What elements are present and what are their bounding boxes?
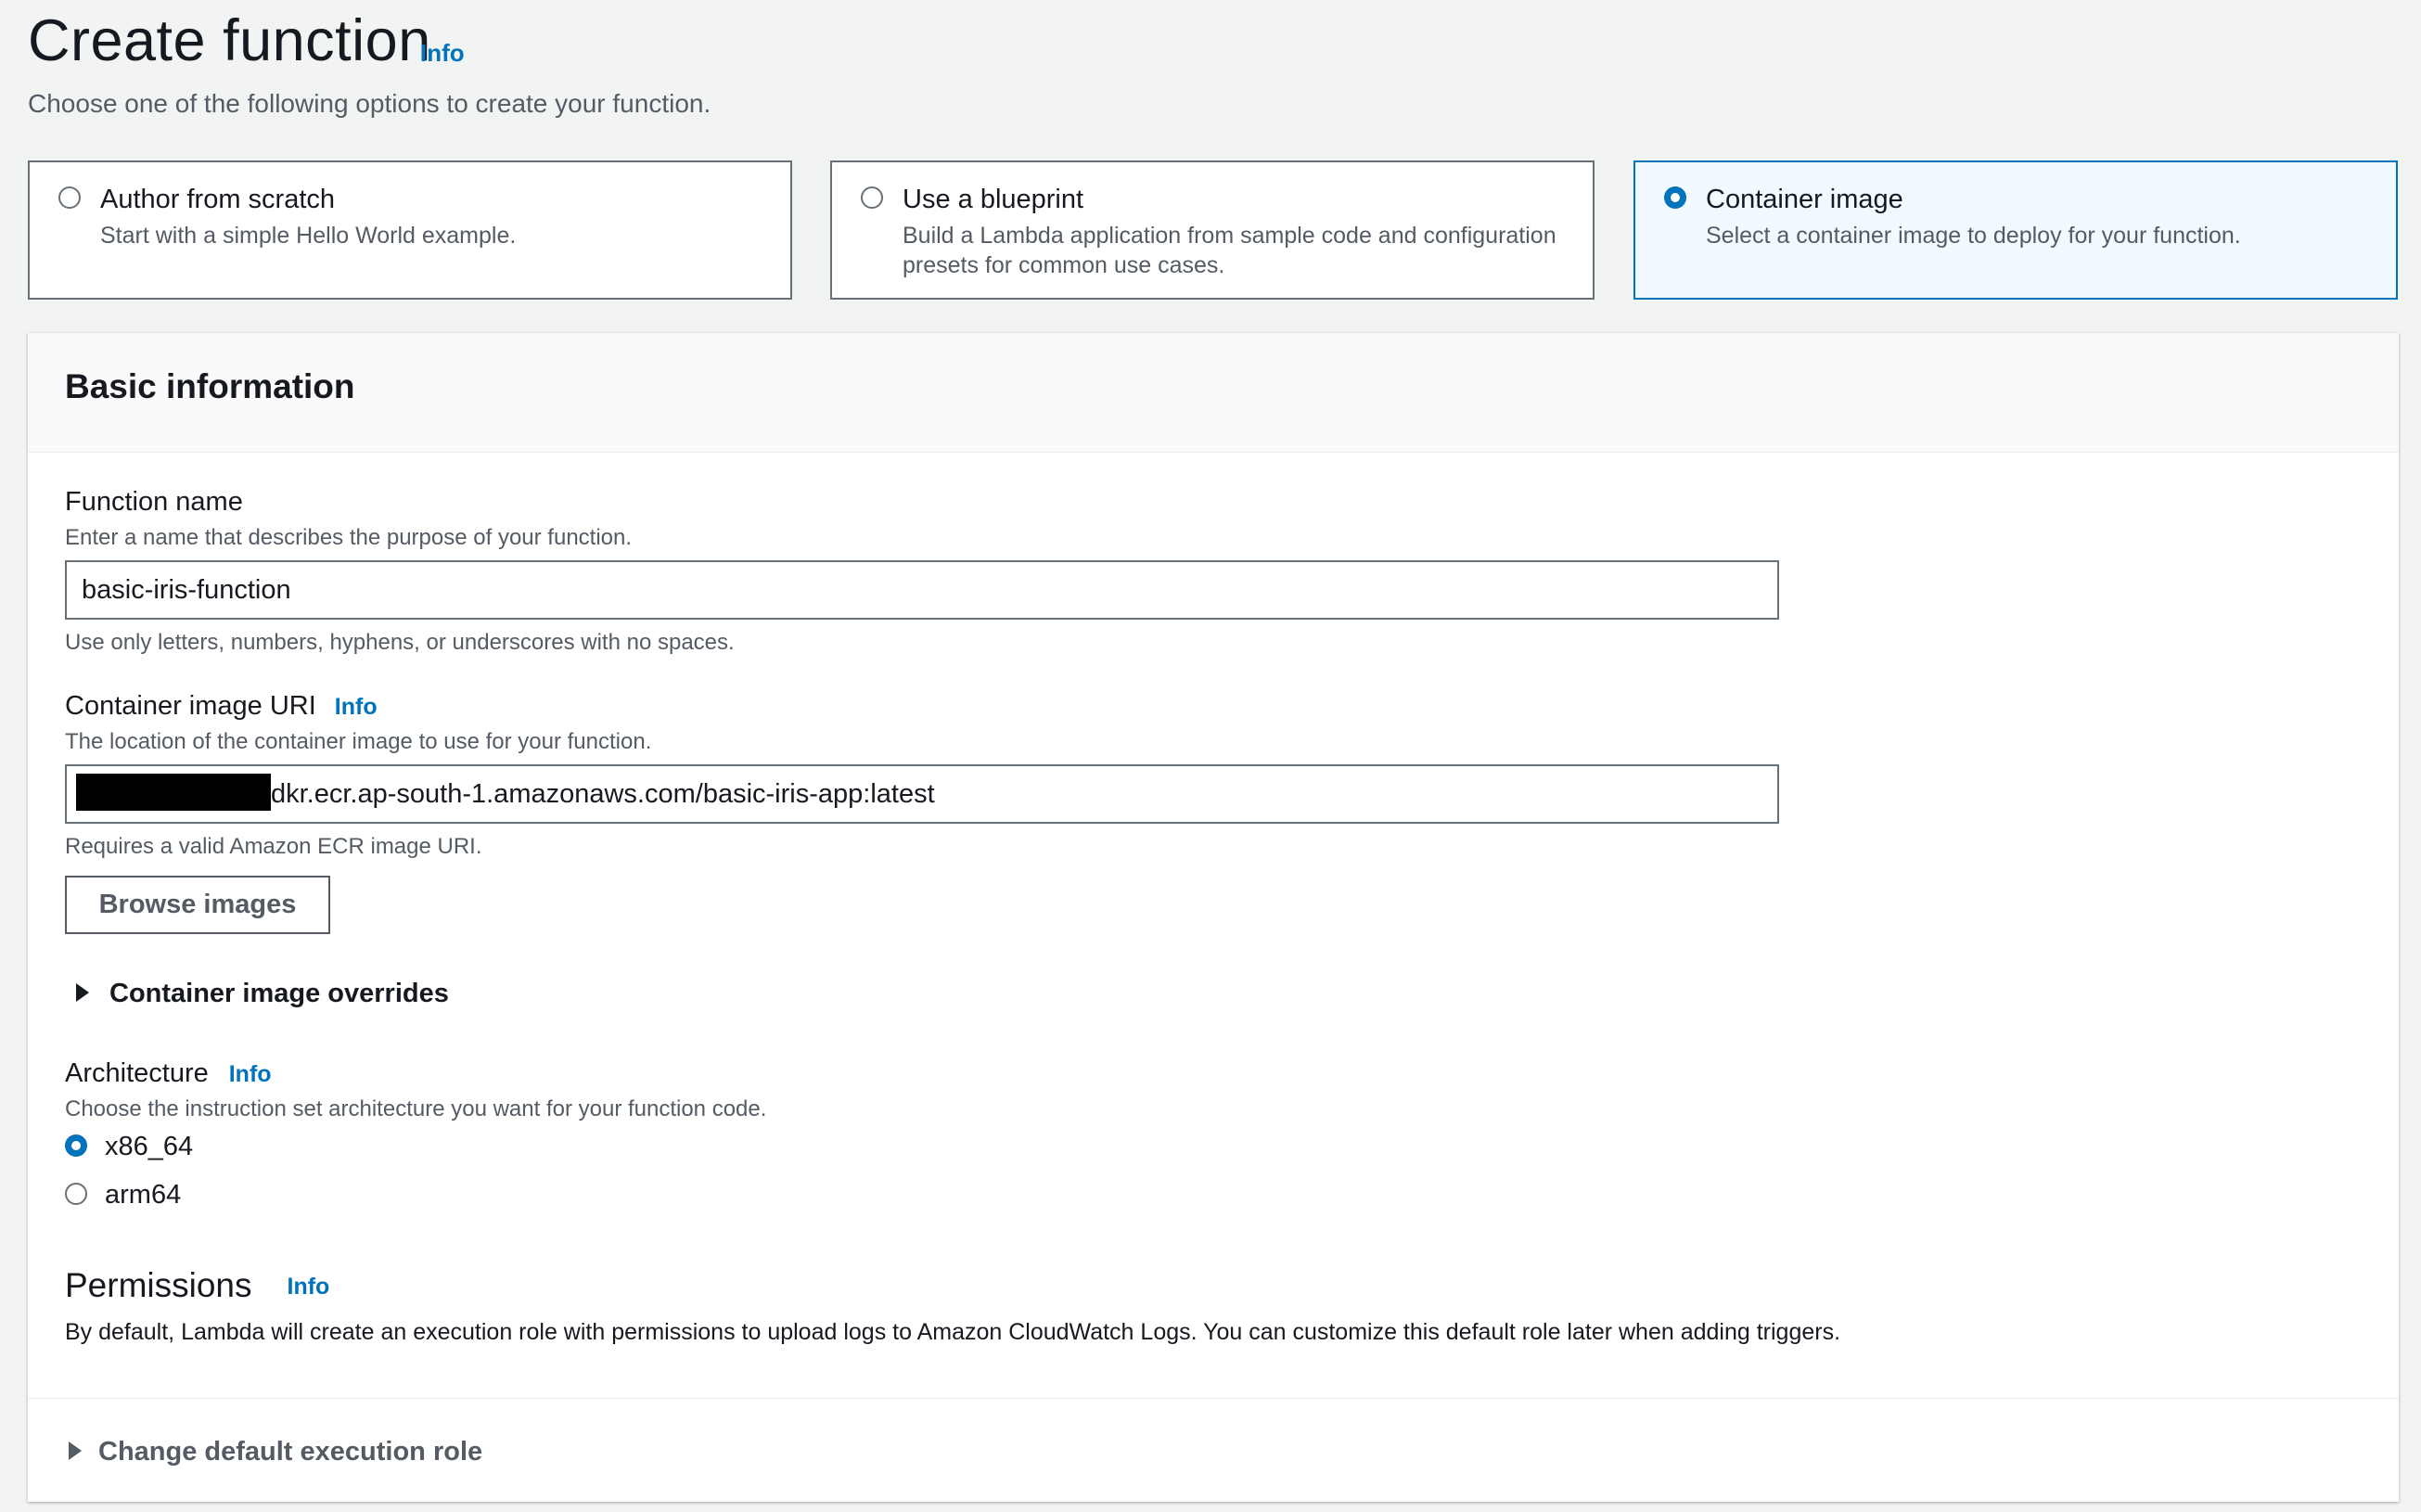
caret-right-icon xyxy=(76,983,89,1002)
panel-title: Basic information xyxy=(65,367,355,405)
permissions-info-link[interactable]: Info xyxy=(287,1274,330,1300)
basic-information-panel xyxy=(28,333,2399,1502)
header-info-link[interactable]: Info xyxy=(420,39,465,67)
redacted-account-id xyxy=(76,774,271,811)
expander-label: Change default execution role xyxy=(98,1437,483,1467)
option-description: Start with a simple Hello World example. xyxy=(100,223,517,249)
permissions-title-row xyxy=(65,1266,329,1305)
radio-x86-64[interactable] xyxy=(65,1134,87,1157)
function-name-value: basic-iris-function xyxy=(82,575,291,605)
panel-header xyxy=(28,333,2399,453)
permissions-description: By default, Lambda will create an execution role with permissions to upload logs to Amazon CloudWatch Logs. You can customize this default role later when adding triggers. xyxy=(65,1319,1841,1345)
radio-arm64[interactable] xyxy=(65,1183,87,1205)
radio-container-image[interactable] xyxy=(1664,186,1686,209)
option-title: Container image xyxy=(1706,185,1903,214)
caret-right-icon xyxy=(69,1442,82,1460)
option-description: Build a Lambda application from sample code and configuration presets for common use cases. xyxy=(903,223,1556,278)
function-name-constraint: Use only letters, numbers, hyphens, or underscores with no spaces. xyxy=(65,630,735,655)
function-name-input[interactable] xyxy=(65,560,1779,620)
architecture-label-row xyxy=(65,1058,272,1089)
option-use-a-blueprint[interactable] xyxy=(830,160,1595,300)
function-name-description: Enter a name that describes the purpose of your function. xyxy=(65,525,633,550)
option-title: Author from scratch xyxy=(100,185,336,214)
architecture-info-link[interactable]: Info xyxy=(228,1061,272,1087)
image-uri-value: dkr.ecr.ap-south-1.amazonaws.com/basic-iris-app:latest xyxy=(271,779,935,809)
image-uri-input[interactable] xyxy=(65,764,1779,824)
radio-use-a-blueprint[interactable] xyxy=(861,186,883,209)
option-title: Use a blueprint xyxy=(903,185,1084,214)
architecture-description: Choose the instruction set architecture you want for your function code. xyxy=(65,1096,767,1121)
expander-label: Container image overrides xyxy=(109,979,449,1008)
option-container-image[interactable] xyxy=(1633,160,2398,300)
page-title: Create function xyxy=(28,8,431,73)
image-uri-constraint: Requires a valid Amazon ECR image URI. xyxy=(65,834,482,859)
divider xyxy=(28,1398,2399,1399)
architecture-option-x86-64[interactable]: x86_64 xyxy=(105,1132,194,1161)
permissions-title: Permissions xyxy=(65,1266,252,1304)
change-default-execution-role-expander[interactable] xyxy=(69,1437,482,1467)
radio-author-from-scratch[interactable] xyxy=(58,186,81,209)
function-name-label: Function name xyxy=(65,487,243,517)
container-image-overrides-expander[interactable] xyxy=(76,979,449,1009)
option-author-from-scratch[interactable] xyxy=(28,160,792,300)
image-uri-info-link[interactable]: Info xyxy=(334,694,378,720)
option-description: Select a container image to deploy for your function. xyxy=(1706,223,2241,249)
page-description: Choose one of the following options to create your function. xyxy=(28,89,711,118)
image-uri-label-row xyxy=(65,691,378,722)
architecture-option-arm64[interactable]: arm64 xyxy=(105,1180,182,1210)
image-uri-description: The location of the container image to use for your function. xyxy=(65,729,652,754)
browse-images-button[interactable]: Browse images xyxy=(65,876,330,934)
architecture-label: Architecture xyxy=(65,1058,209,1088)
image-uri-label: Container image URI xyxy=(65,691,316,721)
